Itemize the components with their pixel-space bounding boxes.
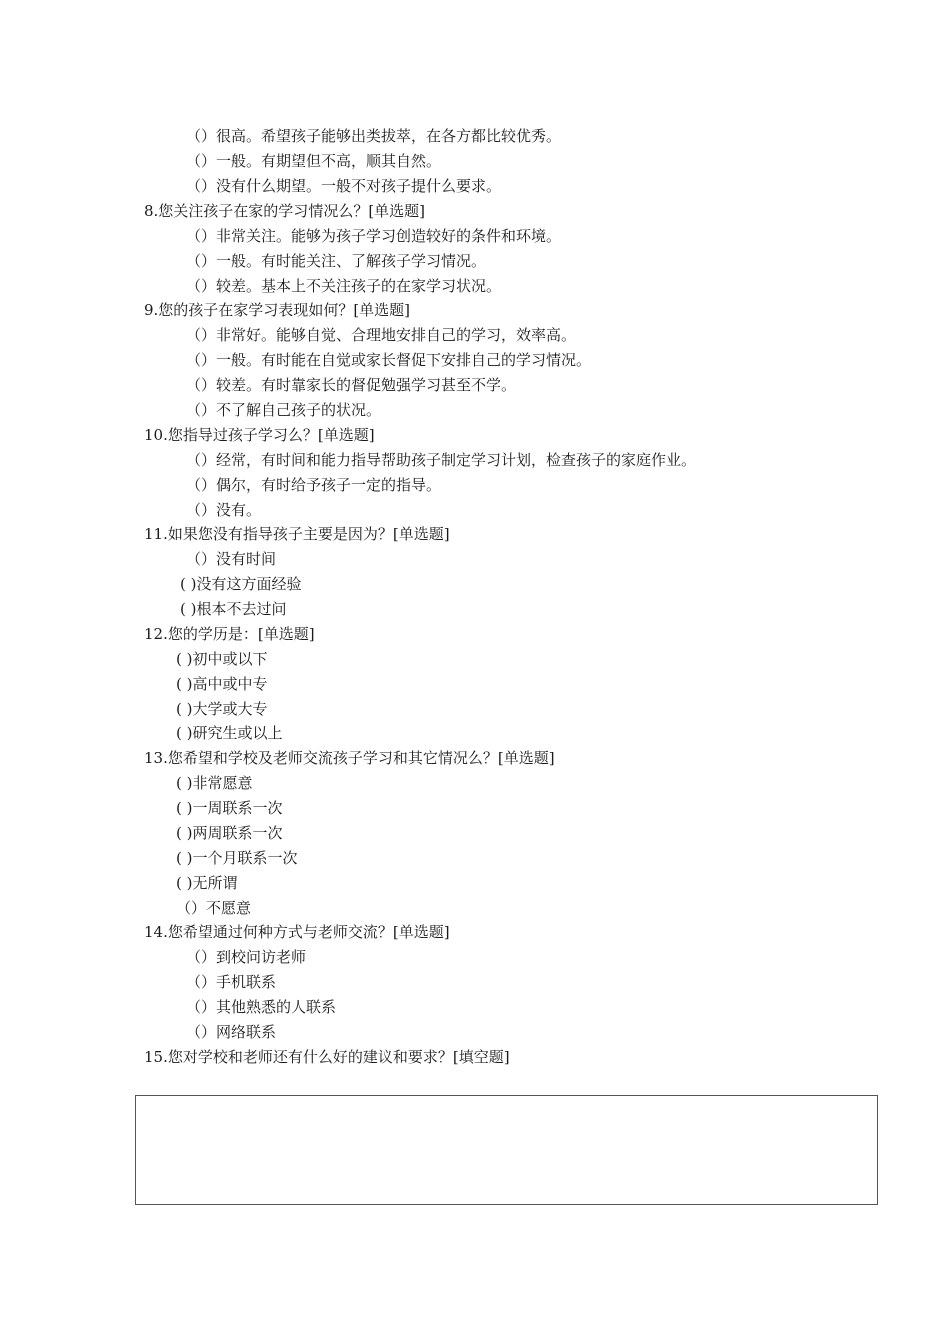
question-13: 13.您希望和学校及老师交流孩子学习和其它情况么？[单选题]	[144, 749, 555, 767]
option-q10-never[interactable]: （）没有。	[186, 501, 262, 519]
q15-answer-box[interactable]	[135, 1095, 878, 1205]
option-q7-high[interactable]: （）很高。希望孩子能够出类拔萃，在各方都比较优秀。	[186, 127, 562, 145]
option-q8-very[interactable]: （）非常关注。能够为孩子学习创造较好的条件和环境。	[186, 227, 562, 245]
question-10: 10.您指导过孩子学习么？[单选题]	[144, 426, 375, 444]
question-14: 14.您希望通过何种方式与老师交流？[单选题]	[144, 923, 450, 941]
option-q13-biweekly[interactable]: ( )两周联系一次	[176, 824, 283, 842]
option-q10-often[interactable]: （）经常，有时间和能力指导帮助孩子制定学习计划，检查孩子的家庭作业。	[186, 451, 697, 469]
option-q12-graduate[interactable]: ( )研究生或以上	[176, 724, 283, 742]
question-8: 8.您关注孩子在家的学习情况么？[单选题]	[144, 202, 426, 220]
option-q9-poor[interactable]: （）较差。有时靠家长的督促勉强学习甚至不学。	[186, 376, 517, 394]
option-q12-senior[interactable]: ( )高中或中专	[176, 675, 268, 693]
option-q14-others[interactable]: （）其他熟悉的人联系	[186, 998, 337, 1016]
option-q7-average[interactable]: （）一般。有期望但不高，顺其自然。	[186, 152, 442, 170]
option-q11-no-experience[interactable]: ( )没有这方面经验	[180, 575, 302, 593]
question-12: 12.您的学历是：[单选题]	[144, 625, 315, 643]
option-q13-unwilling[interactable]: （）不愿意	[176, 899, 252, 917]
option-q11-no-time[interactable]: （）没有时间	[186, 550, 277, 568]
option-q8-average[interactable]: （）一般。有时能关注、了解孩子学习情况。	[186, 252, 487, 270]
question-9: 9.您的孩子在家学习表现如何？[单选题]	[144, 301, 411, 319]
option-q12-college[interactable]: ( )大学或大专	[176, 700, 268, 718]
option-q9-very-good[interactable]: （）非常好。能够自觉、合理地安排自己的学习，效率高。	[186, 326, 577, 344]
question-11: 11.如果您没有指导孩子主要是因为？[单选题]	[144, 525, 450, 543]
option-q13-very-willing[interactable]: ( )非常愿意	[176, 774, 253, 792]
option-q9-average[interactable]: （）一般。有时能在自觉或家长督促下安排自己的学习情况。	[186, 351, 592, 369]
option-q13-monthly[interactable]: ( )一个月联系一次	[176, 849, 298, 867]
option-q14-phone[interactable]: （）手机联系	[186, 973, 277, 991]
option-q8-poor[interactable]: （）较差。基本上不关注孩子的在家学习状况。	[186, 277, 502, 295]
option-q9-unknown[interactable]: （）不了解自己孩子的状况。	[186, 401, 382, 419]
option-q14-internet[interactable]: （）网络联系	[186, 1023, 277, 1041]
option-q11-not-care[interactable]: ( )根本不去过问	[180, 600, 287, 618]
question-15: 15.您对学校和老师还有什么好的建议和要求？[填空题]	[144, 1048, 510, 1066]
option-q14-visit-school[interactable]: （）到校问访老师	[186, 948, 307, 966]
option-q12-junior[interactable]: ( )初中或以下	[176, 650, 268, 668]
option-q13-weekly[interactable]: ( )一周联系一次	[176, 799, 283, 817]
option-q10-sometimes[interactable]: （）偶尔，有时给予孩子一定的指导。	[186, 476, 442, 494]
option-q13-indifferent[interactable]: ( )无所谓	[176, 874, 238, 892]
option-q7-none[interactable]: （）没有什么期望。一般不对孩子提什么要求。	[186, 177, 502, 195]
